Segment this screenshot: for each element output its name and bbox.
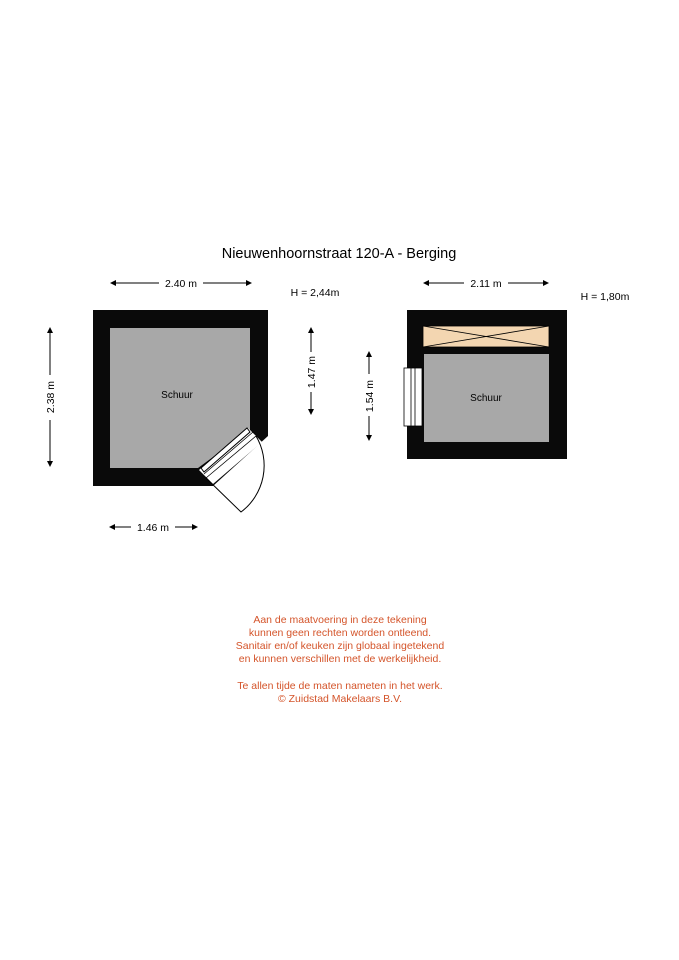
disclaimer-line: Aan de maatvoering in deze tekening xyxy=(253,614,427,626)
copyright-line: © Zuidstad Makelaars B.V. xyxy=(277,693,403,705)
left-plan xyxy=(45,278,340,534)
left-room-name: Schuur xyxy=(161,390,193,401)
right-height-label: H = 1,80m xyxy=(580,291,630,303)
left-bottom-label: 1.46 m xyxy=(136,522,170,534)
left-side-label: 2.38 m xyxy=(45,380,57,414)
right-room-name: Schuur xyxy=(470,393,502,404)
disclaimer-line: en kunnen verschillen met de werkelijkheid. xyxy=(238,653,442,665)
disclaimer-block-2 xyxy=(190,680,490,706)
right-window xyxy=(404,368,422,426)
left-height-label: H = 2,44m xyxy=(290,287,340,299)
plan-title: Nieuwenhoornstraat 120-A - Berging xyxy=(221,246,457,262)
right-plan xyxy=(364,278,630,459)
right-width-label: 2.11 m xyxy=(470,278,502,290)
left-width-label: 2.40 m xyxy=(164,278,198,290)
disclaimer-line: Sanitair en/of keuken zijn globaal ingetekend xyxy=(235,640,445,652)
right-side-label: 1.54 m xyxy=(364,379,376,413)
left-inner-label: 1.47 m xyxy=(306,355,318,389)
disclaimer-block xyxy=(190,614,490,666)
disclaimer-line: kunnen geen rechten worden ontleend. xyxy=(248,627,432,639)
disclaimer-line: Te allen tijde de maten nameten in het werk. xyxy=(237,680,443,692)
